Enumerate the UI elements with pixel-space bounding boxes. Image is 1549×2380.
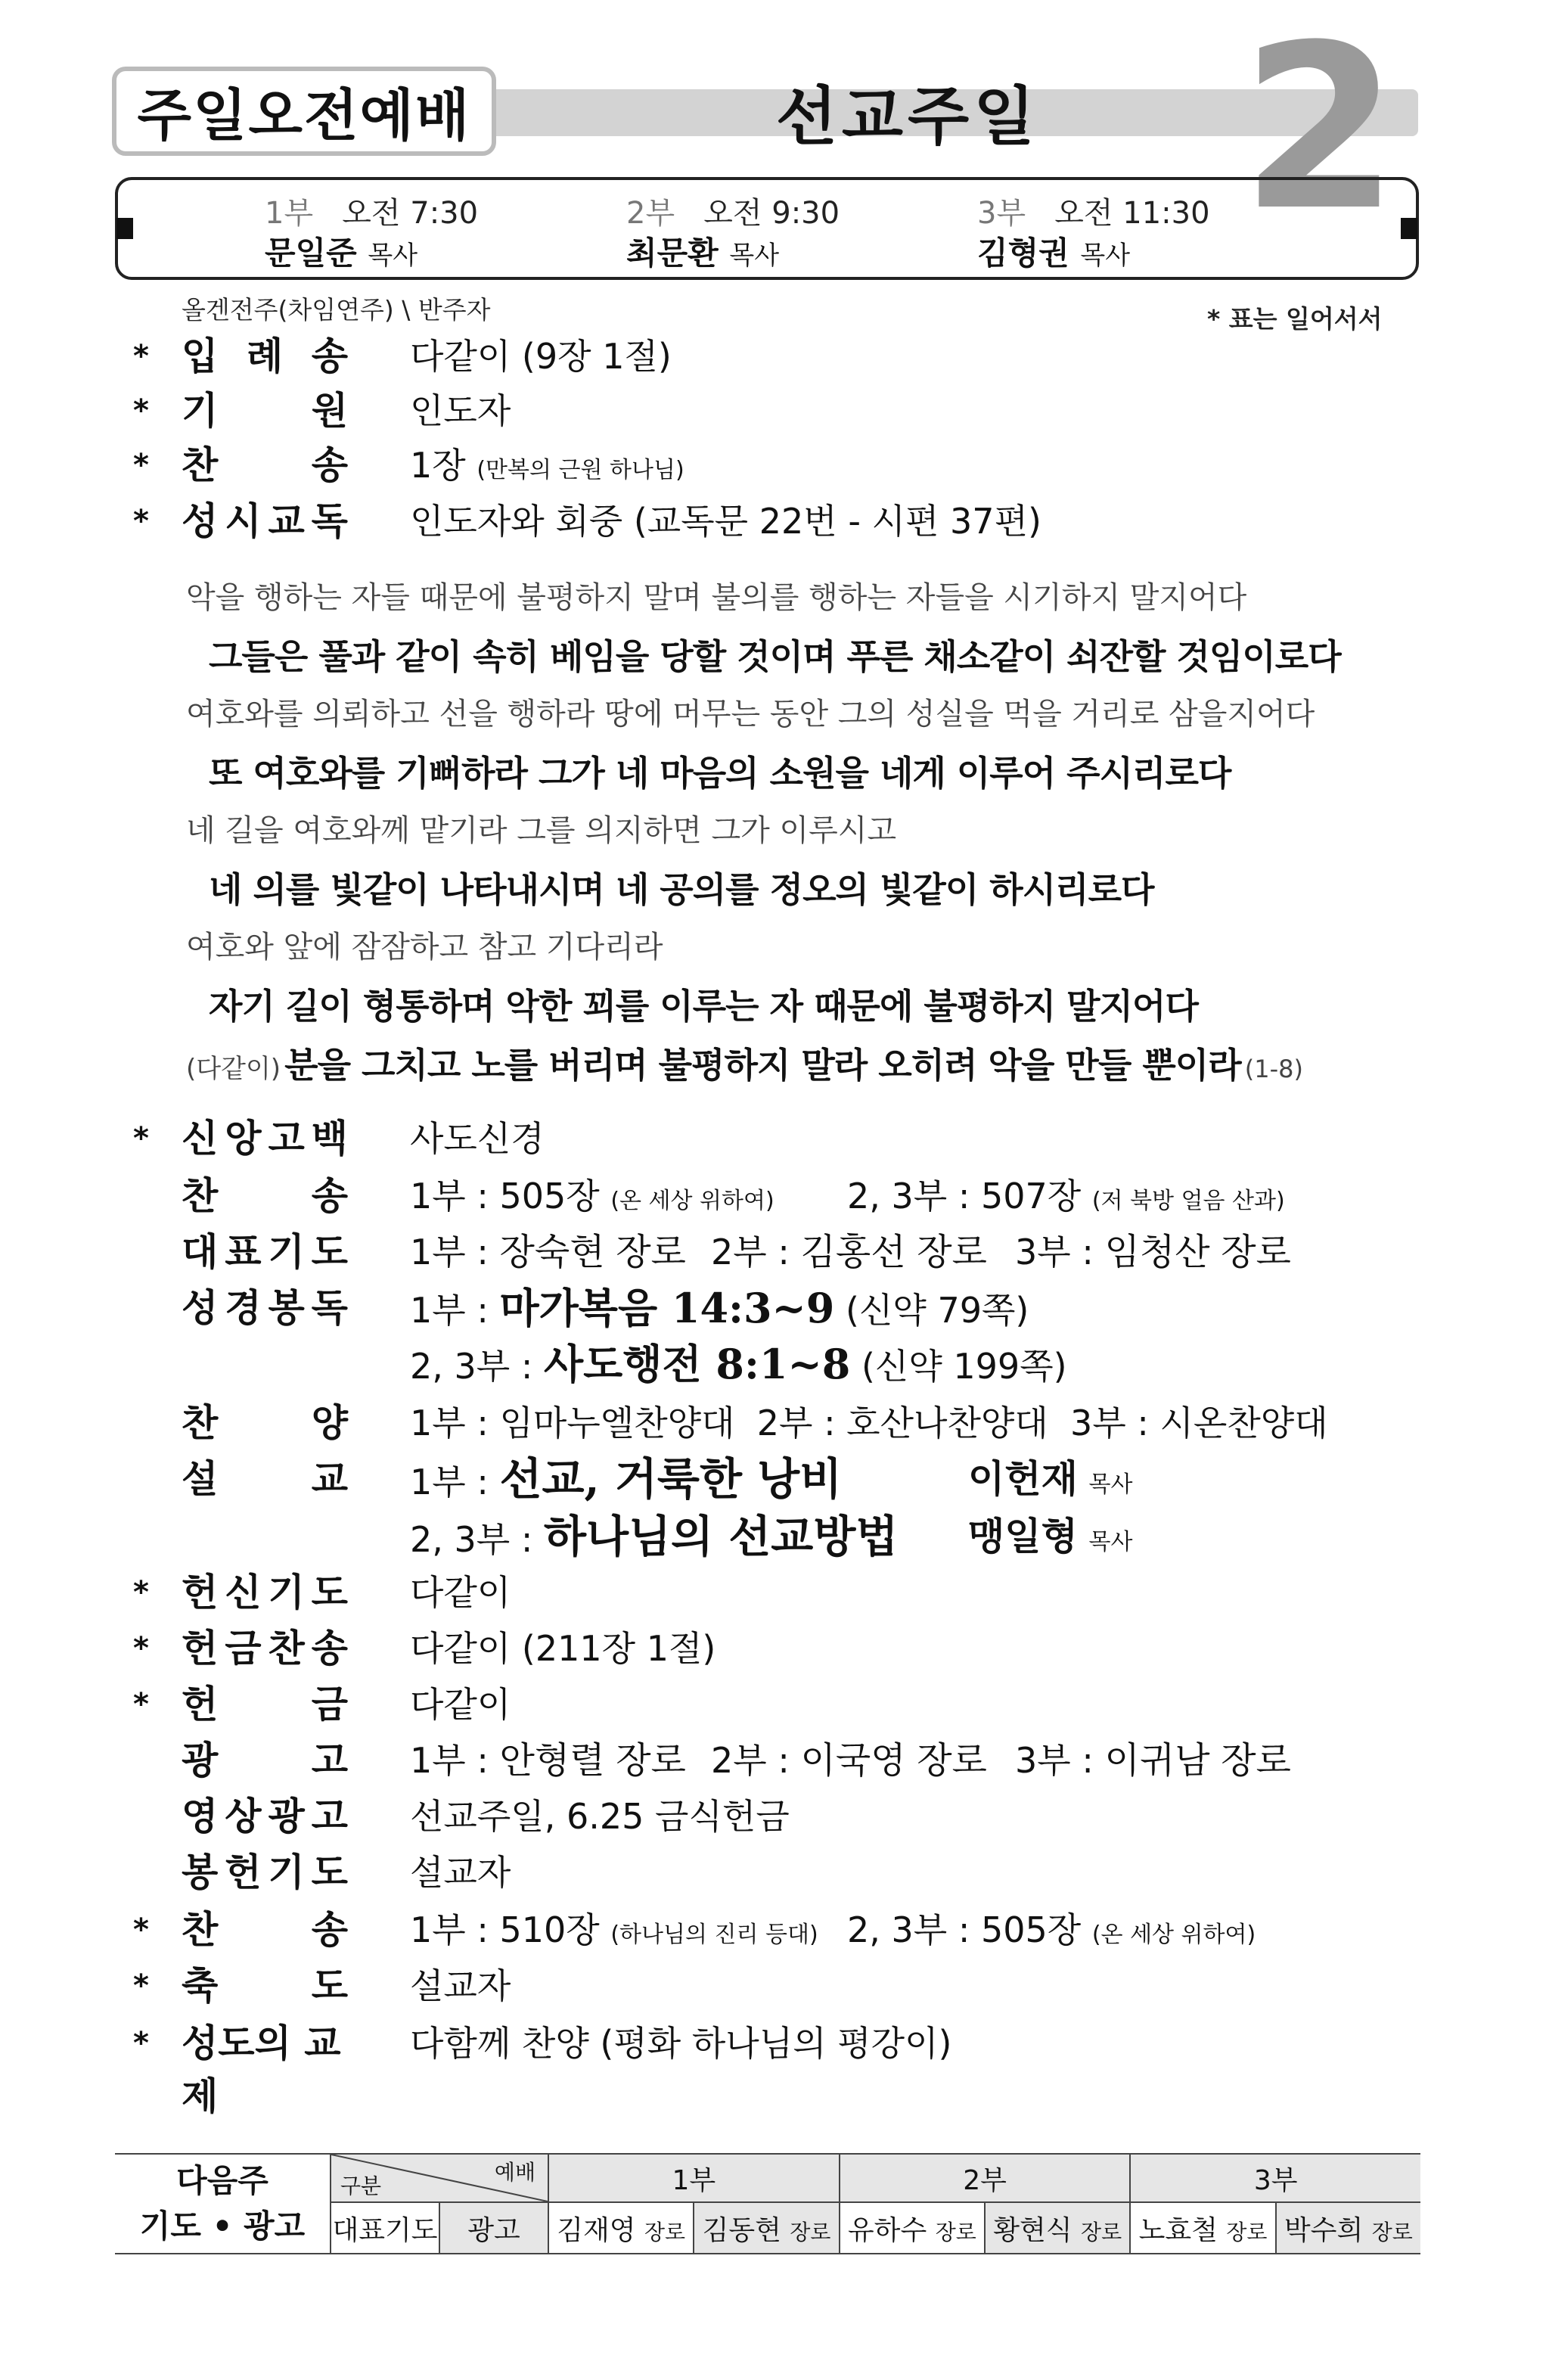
order-item-fellowship: * 성도의 교제 다함께 찬양 (평화 하나님의 평강이): [133, 2021, 952, 2118]
role-announce: 광고: [439, 2202, 548, 2254]
order-item-benediction: * 축 도 설교자: [133, 1964, 511, 2008]
sunday-title: 선교주일: [775, 79, 1040, 154]
service-title: 주일오전예배: [137, 83, 471, 148]
order-item-invocation: * 기 원 인도자: [133, 389, 511, 433]
reading-line-leader: 여호와를 의뢰하고 선을 행하라 땅에 머무는 동안 그의 성실을 먹을 거리로 삼을지어다: [186, 697, 1315, 732]
order-item-entrance-hymn: * 입 례 송 다같이 (9장 1절): [133, 334, 672, 378]
next-week-title: 다음주 기도 • 광고: [115, 2154, 331, 2254]
reading-line-leader: 악을 행하는 자들 때문에 불평하지 말며 불의를 행하는 자들을 시기하지 말지어다: [186, 580, 1247, 615]
service-1-time: 1부 오전 7:30: [265, 196, 479, 231]
order-item-hymn-opening: * 찬 송 1장 (만복의 근원 하나님): [133, 443, 684, 487]
order-item-sermon-2: 2, 3부 : 하나님의 선교방법 맹일형 목사: [410, 1511, 1133, 1562]
service-3-pastor: 김형권 목사: [977, 235, 1131, 272]
person-cell: 박수희 장로: [1276, 2202, 1420, 2254]
next-week-table: [115, 2153, 1420, 2254]
column-service-2: 2부: [840, 2154, 1131, 2202]
table-corner-header: [331, 2154, 548, 2202]
organ-prelude-note: 올겐전주(차임연주) \ 반주자: [182, 295, 491, 325]
standing-note: * 표는 일어서서: [1207, 304, 1383, 334]
person-cell: 김동현 장로: [694, 2202, 839, 2254]
reading-line-people: 또 여호와를 기뻐하라 그가 네 마음의 소원을 네게 이루어 주시리로다: [209, 753, 1231, 794]
order-item-hymn: 찬 송 1부 : 505장 (온 세상 위하여) 2, 3부 : 507장 (저 북방 얼음 산과): [182, 1174, 1285, 1218]
order-item-choir: 찬 양 1부 : 임마누엘찬양대 2부 : 호산나찬양대 3부 : 시온찬양대: [182, 1401, 1328, 1445]
order-item-creed: * 신 앙 고 백 사도신경: [133, 1117, 545, 1160]
order-item-representative-prayer: 대 표 기 도 1부 : 장숙현 장로 2부 : 김홍선 장로 3부 : 임청산 장로: [182, 1230, 1291, 1274]
person-cell: 노효철 장로: [1130, 2202, 1275, 2254]
reading-line-people: 자기 길이 형통하며 악한 꾀를 이루는 자 때문에 불평하지 말지어다: [209, 986, 1198, 1027]
service-3-time: 3부 오전 11:30: [977, 196, 1210, 231]
reading-line-together: (다같이) 분을 그치고 노를 버리며 불평하지 말라 오히려 악을 만들 뿐이라 (1-8): [186, 1045, 1303, 1086]
right-tab-mark: [1401, 218, 1417, 239]
order-item-dedication-prayer: * 헌 신 기 도 다같이: [133, 1571, 511, 1614]
service-1-pastor: 문일준 목사: [265, 235, 418, 272]
order-item-offertory-prayer: 봉 헌 기 도 설교자: [182, 1850, 511, 1894]
person-cell: 유하수 장로: [840, 2202, 985, 2254]
role-prayer: 대표기도: [331, 2202, 439, 2254]
person-cell: 김재영 장로: [548, 2202, 694, 2254]
order-item-scripture-reading: 성 경 봉 독 1부 : 마가복음 14:3~9 (신약 79쪽): [182, 1284, 1029, 1332]
order-item-responsive-reading: * 성 시 교 독 인도자와 회중 (교독문 22번 - 시편 37편): [133, 499, 1041, 543]
left-tab-mark: [116, 218, 133, 239]
page-number: 2: [1240, 0, 1399, 260]
reading-line-leader: 네 길을 여호와께 맡기라 그를 의지하면 그가 이루시고: [186, 813, 897, 848]
column-service-3: 3부: [1130, 2154, 1420, 2202]
service-2-pastor: 최문환 목사: [626, 235, 780, 272]
corner-label-service: 예배: [494, 2160, 535, 2185]
order-item-announcements: 광 고 1부 : 안형렬 장로 2부 : 이국영 장로 3부 : 이귀남 장로: [182, 1738, 1291, 1782]
reading-line-people: 그들은 풀과 같이 속히 베임을 당할 것이며 푸른 채소같이 쇠잔할 것임이로다: [209, 636, 1341, 677]
order-item-scripture-reading-2: 2, 3부 : 사도행전 8:1~8 (신약 199쪽): [410, 1340, 1067, 1388]
order-item-offering: * 헌 금 다같이: [133, 1682, 511, 1726]
order-item-closing-hymn: * 찬 송 1부 : 510장 (하나님의 진리 등대) 2, 3부 : 505장 (온 세상 위하여): [133, 1908, 1256, 1952]
reading-line-people: 네 의를 빛같이 나타내시며 네 공의를 정오의 빛같이 하시리로다: [209, 869, 1154, 910]
person-cell: 황현식 장로: [985, 2202, 1130, 2254]
service-2-time: 2부 오전 9:30: [626, 196, 840, 231]
order-item-sermon: 설 교 1부 : 선교, 거룩한 낭비 이헌재 목사: [182, 1453, 1133, 1505]
column-service-1: 1부: [548, 2154, 840, 2202]
corner-label-category: 구분: [340, 2173, 382, 2198]
order-item-offering-hymn: * 헌 금 찬 송 다같이 (211장 1절): [133, 1627, 716, 1670]
reading-line-leader: 여호와 앞에 잠잠하고 참고 기다리라: [186, 930, 663, 965]
order-item-video-announcements: 영 상 광 고 선교주일, 6.25 금식헌금: [182, 1794, 790, 1838]
